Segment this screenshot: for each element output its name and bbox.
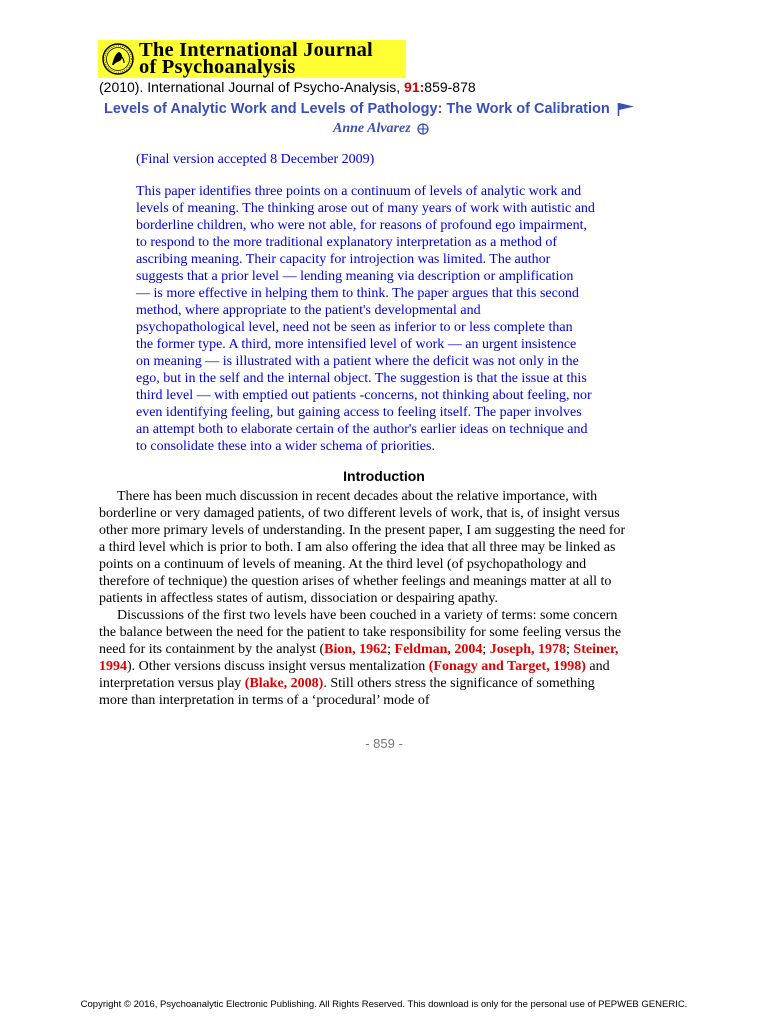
author-line: [333, 121, 429, 137]
separator: ;: [566, 642, 574, 657]
volume-link[interactable]: 91:: [404, 79, 425, 95]
paragraph-line: There has been much discussion in recent decades about the relative importance, with: [117, 489, 598, 504]
citation-link-joseph[interactable]: Joseph, 1978: [489, 642, 567, 657]
abstract-line: to respond to the more traditional explanatory interpretation as a method of: [136, 235, 558, 250]
abstract-line: — is more effective in helping them to think. The paper argues that this second: [136, 286, 579, 301]
abstract-line: psychopathological level, need not be seen as inferior to or less complete than: [136, 320, 573, 335]
citation-prefix: (2010). International Journal of Psycho-Analysis,: [99, 79, 405, 95]
author-info-icon[interactable]: [417, 123, 429, 135]
abstract-line: ascribing meaning. Their capacity for introjection was limited. The author: [136, 252, 551, 267]
citation-pages: 859-878: [424, 79, 476, 95]
separator: ;: [387, 642, 395, 657]
citation-link-bion[interactable]: Bion, 1962: [324, 642, 388, 657]
citation-link-fonagy[interactable]: (Fonagy and Target, 1998): [428, 659, 586, 674]
abstract-line: levels of meaning. The thinking arose out of many years of work with autistic and: [136, 201, 595, 216]
body-text: [99, 488, 659, 709]
paragraph-line: the balance between the need for the patient to take responsibility for some feeling versus the: [99, 625, 622, 640]
text-run: and: [585, 659, 610, 674]
paragraph-line: [99, 658, 659, 675]
journal-title: [139, 39, 373, 78]
article-title-text: Levels of Analytic Work and Levels of Pathology: The Work of Calibration: [104, 101, 610, 117]
abstract-line: borderline children, who were not able, for reasons of profound ego impairment,: [136, 218, 587, 233]
paragraph-line: Discussions of the first two levels have been couched in a variety of terms: some concern: [117, 608, 618, 623]
abstract-line: to consolidate these into a wider schema of priorities.: [136, 439, 435, 454]
abstract-line: on meaning — is illustrated with a patient where the deficit was not only in the: [136, 354, 579, 369]
abstract-line: third level — with emptied out patients -concerns, not thinking about feeling, nor: [136, 388, 592, 403]
paragraph-line: a third level which is prior to both. I am also offering the idea that all three may be linked as: [99, 540, 616, 555]
section-heading: Introduction: [343, 468, 425, 484]
abstract-line: even identifying feeling, but gaining access to feeling itself. The paper involves: [136, 405, 582, 420]
citation-link-steiner-year[interactable]: 1994: [99, 659, 127, 674]
paragraph-line: therefore of technique) the question arises of whether feelings and meanings matter at all to: [99, 574, 612, 589]
abstract-line: the former type. A third, more intensified level of work — an urgent insistence: [136, 337, 577, 352]
text-run: interpretation versus play: [99, 676, 245, 691]
separator: ;: [482, 642, 490, 657]
paragraph-line: [99, 641, 659, 658]
page-number: - 859 -: [365, 736, 403, 751]
author-name: Anne Alvarez: [333, 121, 411, 136]
abstract-line: suggests that a prior level — lending meaning via description or amplification: [136, 269, 574, 284]
text-run: ). Other versions discuss insight versus mentalization: [127, 659, 429, 674]
abstract-line: ego, but in the self and the internal object. The suggestion is that the issue at this: [136, 371, 587, 386]
article-title: [104, 101, 635, 117]
citation-link-steiner[interactable]: Steiner,: [573, 642, 619, 657]
text-run: need for its containment by the analyst (: [99, 642, 325, 657]
abstract-line: an attempt both to elaborate certain of the author's earlier ideas on technique and: [136, 422, 588, 437]
text-run: . Still others stress the significance of something: [323, 676, 595, 691]
journal-seal-icon: [102, 43, 134, 75]
abstract-line: This paper identifies three points on a continuum of levels of analytic work and: [136, 184, 582, 199]
paragraph-line: points on a continuum of levels of meaning. At the third level (of psychopathology and: [99, 557, 587, 572]
article-citation: [99, 79, 476, 95]
accepted-date: (Final version accepted 8 December 2009): [136, 152, 375, 167]
citation-link-blake[interactable]: (Blake, 2008): [244, 676, 324, 691]
paragraph-line: patients in affectless states of autism, dissociation or despairing apathy.: [99, 591, 498, 606]
journal-title-line-1: The International Journal: [139, 39, 373, 61]
journal-banner[interactable]: [98, 40, 406, 78]
paragraph-line: more than interpretation in terms of a ‘procedural’ mode of: [99, 693, 430, 708]
paragraph-line: other more primary levels of understanding. In the present paper, I am suggesting the need for: [99, 523, 626, 538]
paragraph-line: borderline or very damaged patients, of two different levels of work, that is, of insight versus: [99, 506, 620, 521]
paragraph-line: [99, 675, 659, 692]
abstract-line: method, where appropriate to the patient's developmental and: [136, 303, 481, 318]
abstract: [136, 183, 636, 455]
citation-link-feldman[interactable]: Feldman, 2004: [394, 642, 483, 657]
copyright-notice: Copyright © 2016, Psychoanalytic Electronic Publishing. All Rights Reserved. This download is only for the personal use of PEPWEB GENERIC.: [80, 999, 688, 1010]
flag-icon[interactable]: [617, 102, 635, 116]
journal-title-line-2: of Psychoanalysis: [139, 56, 296, 78]
